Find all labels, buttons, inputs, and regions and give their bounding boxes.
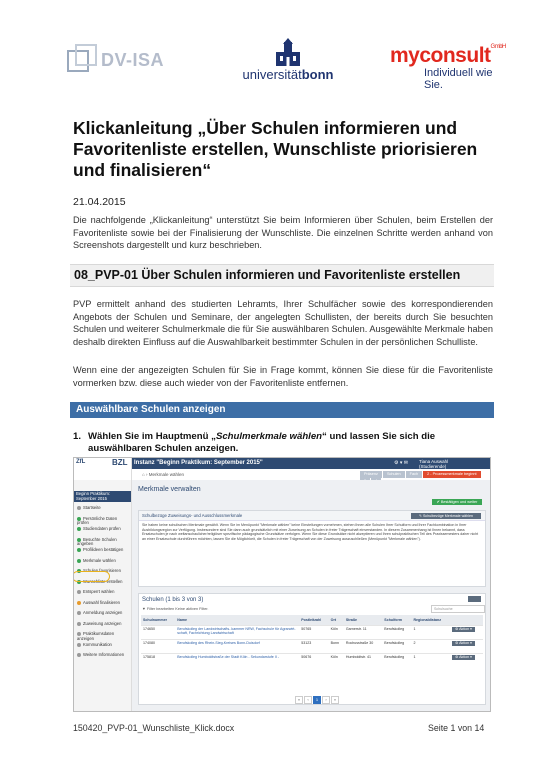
app-logo-small: ZfL (76, 459, 86, 465)
cell-value: Humboldtstr. 41 (345, 655, 372, 659)
table-cell (344, 640, 382, 654)
table-cell (175, 640, 299, 654)
table-cell (175, 654, 299, 668)
subsection-bar (70, 402, 494, 418)
sidebar-item[interactable] (77, 590, 129, 595)
process-step[interactable]: 2 - Prozessmerkmale beginnt (423, 471, 480, 478)
status-dot-icon (77, 548, 81, 552)
sidebar-item[interactable] (77, 611, 129, 616)
sidebar-item[interactable] (77, 601, 129, 606)
process-step[interactable]: Fach (406, 471, 422, 478)
table-cell (382, 654, 411, 668)
schools-table (141, 615, 483, 667)
schools-panel (138, 593, 486, 705)
cell-value: Berufskolleg (384, 655, 405, 659)
uni-bonn-logo (232, 38, 344, 82)
myconsult-slogan: Individuell wie Sie. (424, 67, 493, 91)
sidebar-item[interactable] (77, 559, 129, 564)
cell-value: Köln (330, 655, 338, 659)
main-heading: Merkmale verwalten (138, 486, 201, 493)
table-header[interactable]: Schulnummer (141, 615, 175, 626)
schools-heading: Schulen (1 bis 3 von 3) (142, 597, 204, 603)
highlight-circle (73, 571, 110, 582)
confirm-button[interactable]: ✔ Bestätigen und weiter (432, 499, 482, 505)
school-search-input[interactable]: Schulsuche (431, 605, 485, 613)
sidebar-item-label: Kommunikation (83, 641, 112, 647)
page-button[interactable]: ‹ (304, 696, 312, 704)
table-cell (329, 626, 344, 640)
table-header[interactable]: Name (175, 615, 299, 626)
cell-value: 2 (413, 641, 416, 645)
sidebar-item-label: Anmeldung anzeigen (83, 610, 123, 616)
table-cell (141, 654, 175, 668)
sidebar-item[interactable] (77, 548, 129, 553)
sidebar-item-label: Wunschliste erstellen (83, 578, 123, 584)
sidebar-item-label: Entsperrt wählen (83, 589, 115, 595)
breadcrumb-current: Merkmale wählen (148, 472, 184, 477)
cell-value: 53123 (301, 641, 312, 645)
sidebar-item[interactable] (77, 527, 129, 532)
app-logo (74, 458, 132, 480)
filter-toggle[interactable]: ▼ Filter bearbeiten Keine aktiven Filter. (142, 607, 209, 611)
myconsult-text: myconsult (390, 44, 491, 67)
sidebar-instance-label: Beginn Praktikum: September 2015 (76, 491, 110, 501)
sidebar-item-label: Studiendaten prüfen (83, 526, 121, 532)
sidebar-item-label: Persönliche Daten prüfen (77, 515, 118, 526)
cell-value: Köln (330, 627, 338, 631)
table-header[interactable]: Schulform (382, 615, 411, 626)
table-row (141, 626, 483, 640)
topbar-icons[interactable]: ⚙ ▾ ✉ (394, 460, 408, 466)
table-cell (329, 654, 344, 668)
intro-paragraph: Die nachfolgende „Klickanleitung“ unterstützt Sie beim Informieren über Schulen, beim Erstellen der Favoritenliste sowie bei der Finalisierung der Wunschliste. Die einzelnen Schritte werden anhand von Screenshots dargestellt und kurz beschrieben. (73, 215, 493, 250)
bonn-building-icon (273, 38, 303, 66)
sidebar-item[interactable] (77, 517, 129, 526)
table-cell (141, 626, 175, 640)
sidebar-item-label: Auswahl finalisieren (83, 599, 121, 605)
action-button[interactable]: ⚙ Aktion ▾ (452, 641, 475, 646)
sidebar-item-label: Schulen favorisieren (83, 568, 121, 574)
table-cell (450, 640, 483, 654)
section-heading (70, 264, 494, 287)
myconsult-gmbh: GmbH (490, 44, 506, 50)
paragraph-1: PVP ermittelt anhand des studierten Lehramts, Ihrer Schulfächer sowie des korrespondierenden Angebots der Schulen und Seminare, der angelegten Schullisten, der bereits durch Sie besuchten Schulen und weiterer Schulmerkmale die für Sie auswählbaren Schulen. Ausgewählte Merkmale haben deshalb direkten Einfluss auf die Auswahlbarkeit bestimmter Schulen in der persönlichen Schulliste. (73, 299, 493, 347)
cell-value: 50676 (301, 655, 312, 659)
table-header[interactable]: Straße (344, 615, 382, 626)
tools-button[interactable] (468, 596, 481, 602)
step-text (88, 431, 488, 455)
dvisa-logo-text: DV-ISA (101, 50, 165, 70)
user-menu[interactable] (419, 459, 448, 469)
table-cell (299, 626, 328, 640)
table-row (141, 654, 483, 668)
status-dot-icon (77, 622, 81, 626)
page-button[interactable]: 1 (313, 696, 321, 704)
section-heading-text: 08_PVP-01 Über Schulen informieren und Favoritenliste erstellen (74, 268, 461, 282)
table-cell (382, 626, 411, 640)
cell-value: Garnerstr. 11 (345, 627, 367, 631)
bonn-text-bold: bonn (301, 67, 334, 82)
sidebar-item[interactable] (77, 643, 129, 648)
table-cell (344, 626, 382, 640)
step-text-b: “ und lassen Sie sich die auswählbaren Schulen anzeigen. (88, 431, 436, 454)
school-link[interactable]: Berufskolleg des Rhein-Sieg-Kreises Bonn-Duisdorf (177, 641, 260, 645)
footer-filename: 150420_PVP-01_Wunschliste_Klick.docx (73, 723, 235, 733)
subsection-bar-text: Auswählbare Schulen anzeigen (76, 404, 226, 415)
breadcrumb[interactable]: ⌂ › Merkmale wählen (142, 472, 184, 477)
footer-page: Seite 1 von 14 (428, 723, 485, 733)
table-header[interactable]: Ort (329, 615, 344, 626)
cell-value: Bonn (330, 641, 340, 645)
page-button[interactable]: « (295, 696, 303, 704)
status-dot-icon (77, 506, 81, 510)
pagination (295, 696, 340, 704)
bonn-text-pre: universität (242, 67, 302, 82)
process-step[interactable]: Präsenz (360, 471, 382, 478)
action-button[interactable]: ⚙ Aktion ▾ (452, 655, 475, 660)
status-dot-icon (77, 643, 81, 647)
panel-text: Sie haben keine schulischen Merkmale gewählt. Wenn Sie im Menüpunkt "Merkmale wählen" keine Einstellungen vornehmen, stehen Ihnen alle Schulen Ihrer Schulform und Ihrer Fachkombination in Ihrer Ausbildungsregion zur Verfügung. Insbesondere sind Sie dann auch grundsätzlich mit einer Zuweisung an Schulen in freier Trägerschaft einverstanden. In diesem Zusammenhang ist Ihnen bekannt, dass Ersatzschulen je nach weltanschaulicher/religiöser spezifische pädagogische Grundsätze verfolgen. Wenn Sie diese Grundsätze nicht akzeptieren und Ihren schulpraktischen Teil des Praxissemesters daher nicht an einer Ersatzschule durchführen möchten, lassen Sie die Möglichkeit, die Schulen in freier Trägerschaft von der Zuweisung auszuschließen (Menüpunkt "Merkmale wählen"). (142, 523, 479, 541)
page-button[interactable]: › (322, 696, 330, 704)
sidebar-item-label: Besuchte Schulen angeben (77, 536, 117, 547)
cell-value: 1 (413, 627, 416, 631)
process-steps (360, 471, 490, 478)
school-link[interactable]: Berufskolleg Humboldtstraße der Stadt Köln - Sekundarstufe II - (177, 655, 279, 659)
status-dot-icon (77, 527, 81, 531)
cell-value: 175818 (143, 655, 155, 659)
status-dot-icon (77, 601, 81, 605)
app-logo-bzl: BZL (112, 458, 128, 467)
sidebar-item[interactable] (77, 622, 129, 627)
table-cell (450, 654, 483, 668)
app-sidebar (74, 480, 132, 711)
status-dot-icon (77, 611, 81, 615)
user-role: (Studierende) (419, 464, 447, 469)
merkmale-panel (138, 510, 486, 587)
document-date: 21.04.2015 (73, 196, 126, 208)
paragraph-2: Wenn eine der angezeigten Schulen für Sie in Frage kommt, können Sie diese für die Favoritenliste vormerken bzw. diese auch wieder von der Favoritenliste entfernen. (73, 365, 493, 388)
sidebar-item[interactable] (77, 538, 129, 547)
step-text-a: Wählen Sie im Hauptmenü „ (88, 431, 216, 442)
table-cell (299, 640, 328, 654)
select-merkmale-button[interactable]: ✎ Schulbezüge Merkmale wählen (411, 513, 481, 519)
table-cell (329, 640, 344, 654)
instance-title: Instanz "Beginn Praktikum: September 2015" (134, 460, 263, 466)
sidebar-item-label: Praktikumsdaten anzeigen (77, 631, 115, 641)
table-cell (141, 640, 175, 654)
table-cell (411, 654, 450, 668)
panel-heading: Schulbezüge Zuweisungs- und Ausschlussmerkmale (142, 513, 243, 518)
cell-value: 1 (413, 655, 416, 659)
sidebar-item-label: Profilideen bestätigen (83, 547, 124, 553)
sidebar-item-label: Startseite (83, 505, 101, 511)
sidebar-item[interactable] (77, 632, 129, 641)
sidebar-item-label: Zuweisung anzeigen (83, 620, 122, 626)
table-row (141, 640, 483, 654)
status-dot-icon (77, 653, 81, 657)
status-dot-icon (77, 590, 81, 594)
sidebar-item[interactable] (77, 653, 129, 658)
dvisa-logo (67, 44, 177, 76)
cell-value: Berufskolleg (384, 641, 405, 645)
action-button[interactable]: ⚙ Aktion ▾ (452, 627, 475, 632)
table-cell (450, 626, 483, 640)
app-screenshot (73, 457, 491, 712)
sidebar-instance-select[interactable] (74, 491, 131, 502)
table-cell (344, 654, 382, 668)
table-header[interactable] (450, 615, 483, 626)
table-cell (411, 626, 450, 640)
cell-value: Rochusstraße 30 (345, 641, 374, 645)
school-link[interactable]: Berufskolleg der Landwirtschafts- kammer NRW, Fachschule für Agrarwirt- schaft, Fachrichtung Landwirtschaft (177, 627, 296, 635)
table-header[interactable]: Regionaldistanz (411, 615, 450, 626)
document-title: Klickanleitung „Über Schulen informieren und Favoritenliste erstellen, Wunschliste priorisieren und finalisieren“ (73, 118, 478, 180)
myconsult-logo (390, 44, 510, 91)
sidebar-item[interactable] (77, 506, 129, 511)
process-step[interactable]: Schulen (383, 471, 405, 478)
step-text-italic: Schulmerkmale wählen (215, 431, 323, 442)
sidebar-item-label: Merkmale wählen (83, 557, 116, 563)
cell-value: Berufskolleg (384, 627, 405, 631)
cell-value: 50765 (301, 627, 312, 631)
step-number: 1. (73, 431, 82, 442)
table-header[interactable]: Postleitzahl (299, 615, 328, 626)
table-cell (411, 640, 450, 654)
cell-value: 174080 (143, 641, 155, 645)
user-name: Tiana Auswahl (419, 459, 449, 464)
app-main (132, 480, 490, 711)
status-dot-icon (77, 559, 81, 563)
table-cell (382, 640, 411, 654)
cell-value: 174650 (143, 627, 155, 631)
table-cell (175, 626, 299, 640)
sidebar-item-label: Weitere Informationen (83, 652, 125, 658)
page-button[interactable]: » (331, 696, 339, 704)
table-cell (299, 654, 328, 668)
